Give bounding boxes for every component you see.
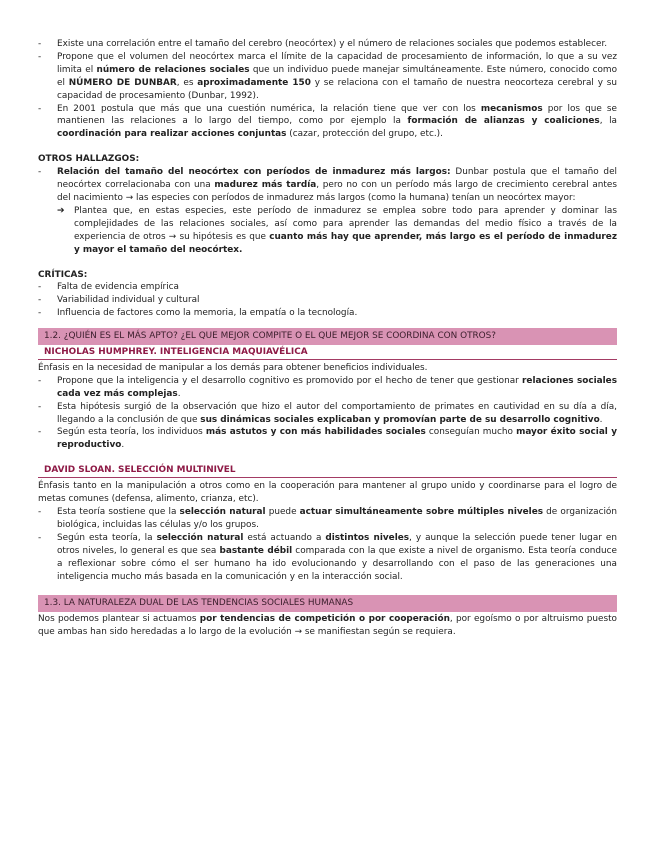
sub-list-item: ➔ Plantea que, en estas especies, este período de inmadurez se emplea sobre todo para aprender y dominar las complejidades de las relaciones sociales, así como para aprender las demandas del medio físico a través de la experiencia de otros → su hipótesis es que cuanto más hay que aprender, más largo es el período de inmadurez y mayor el tamaño del neocórtex. [57, 205, 617, 255]
list-item: - Relación del tamaño del neocórtex con períodos de inmadurez más largos: Dunbar postula que el tamaño del neocórtex correlacionaba con una madurez más tardía, pero no con un período más largo de crecimiento cerebral antes del nacimiento → las especies con períodos de inmadurez más largos (como la humana) tenían un neocórtex mayor: [38, 166, 617, 205]
list-item: - En 2001 postula que más que una cuestión numérica, la relación tiene que ver con los mecanismos por los que se mantienen las relaciones a lo largo del tiempo, como por ejemplo la formación de alianzas y coaliciones, la coordinación para realizar acciones conjuntas (cazar, protección del grupo, etc.). [38, 103, 617, 142]
list-item: - Propone que la inteligencia y el desarrollo cognitivo es promovido por el hecho de tener que gestionar relaciones sociales cada vez más complejas. [38, 375, 617, 401]
list-item: - Según esta teoría, los individuos más astutos y con más habilidades sociales conseguían mucho mayor éxito social y reproductivo. [38, 426, 617, 452]
otros-hallazgos-heading: OTROS HALLAZGOS: [38, 154, 140, 165]
criticas-heading: CRÍTICAS: [38, 269, 88, 280]
list-item: - Influencia de factores como la memoria, la empatía o la tecnología. [38, 307, 617, 320]
list-item: - Variabilidad individual y cultural [38, 294, 617, 307]
list-item: - Según esta teoría, la selección natural está actuando a distintos niveles, y aunque la selección puede tener lugar en otros niveles, lo general es que sea bastante débil comparada con la que existe a nivel de organismo. Esta teoría conduce a reflexionar sobre cómo el ser humano ha ido evolucionando y desarrollando con el paso de las generaciones una inteligencia mucho más basada en la comunicación y en la interacción social. [38, 532, 617, 584]
section-1-2-title: 1.2. ¿QUIÉN ES EL MÁS APTO? ¿EL QUE MEJOR COMPITE O EL QUE MEJOR SE COORDINA CON OTROS? [38, 328, 617, 345]
sloan-heading: DAVID SLOAN. SELECCIÓN MULTINIVEL [38, 464, 617, 478]
humphrey-intro: Énfasis en la necesidad de manipular a los demás para obtener beneficios individuales. [38, 362, 428, 373]
section-1-3-paragraph: Nos podemos plantear si actuamos por tendencias de competición o por cooperación, por egoísmo o por altruismo puesto que ambas han sido heredadas a lo largo de la evolución → se manifiestan según se requiera. [38, 614, 617, 638]
sloan-list [38, 506, 617, 583]
section-1-3-title: 1.3. LA NATURALEZA DUAL DE LAS TENDENCIAS SOCIALES HUMANAS [38, 595, 617, 612]
criticas-list [38, 281, 617, 320]
arrow-icon: ➔ [57, 205, 65, 216]
sloan-intro: Énfasis tanto en la manipulación a otros como en la cooperación para mantener al grupo unido y coordinarse para el logro de metas comunes (defensa, alimento, crianza, etc). [38, 481, 617, 505]
list-item: - Existe una correlación entre el tamaño del cerebro (neocórtex) y el número de relaciones sociales que podemos establecer. [38, 38, 617, 51]
list-item: - Esta teoría sostiene que la selección natural puede actuar simultáneamente sobre múltiples niveles de organización biológica, incluidas las células y/o los grupos. [38, 506, 617, 532]
list-item: - Falta de evidencia empírica [38, 281, 617, 294]
otros-hallazgos-list [38, 166, 617, 256]
dunbar-list [38, 38, 617, 141]
humphrey-heading: NICHOLAS HUMPHREY. INTELIGENCIA MAQUIAVÉLICA [38, 346, 617, 360]
humphrey-list [38, 375, 617, 452]
list-item: - Esta hipótesis surgió de la observación que hizo el autor del comportamiento de primates en cautividad en su día a día, llegando a la conclusión de que sus dinámicas sociales explicaban y promovían parte de su desarrollo cognitivo. [38, 401, 617, 427]
list-item: - Propone que el volumen del neocórtex marca el límite de la capacidad de procesamiento de información, lo que a su vez limita el número de relaciones sociales que un individuo puede manejar simultáneamente. Este número, conocido como el NÚMERO DE DUNBAR, es aproximadamente 150 y se relaciona con el tamaño de nuestra neocorteza cerebral y su capacidad de procesamiento (Dunbar, 1992). [38, 51, 617, 103]
